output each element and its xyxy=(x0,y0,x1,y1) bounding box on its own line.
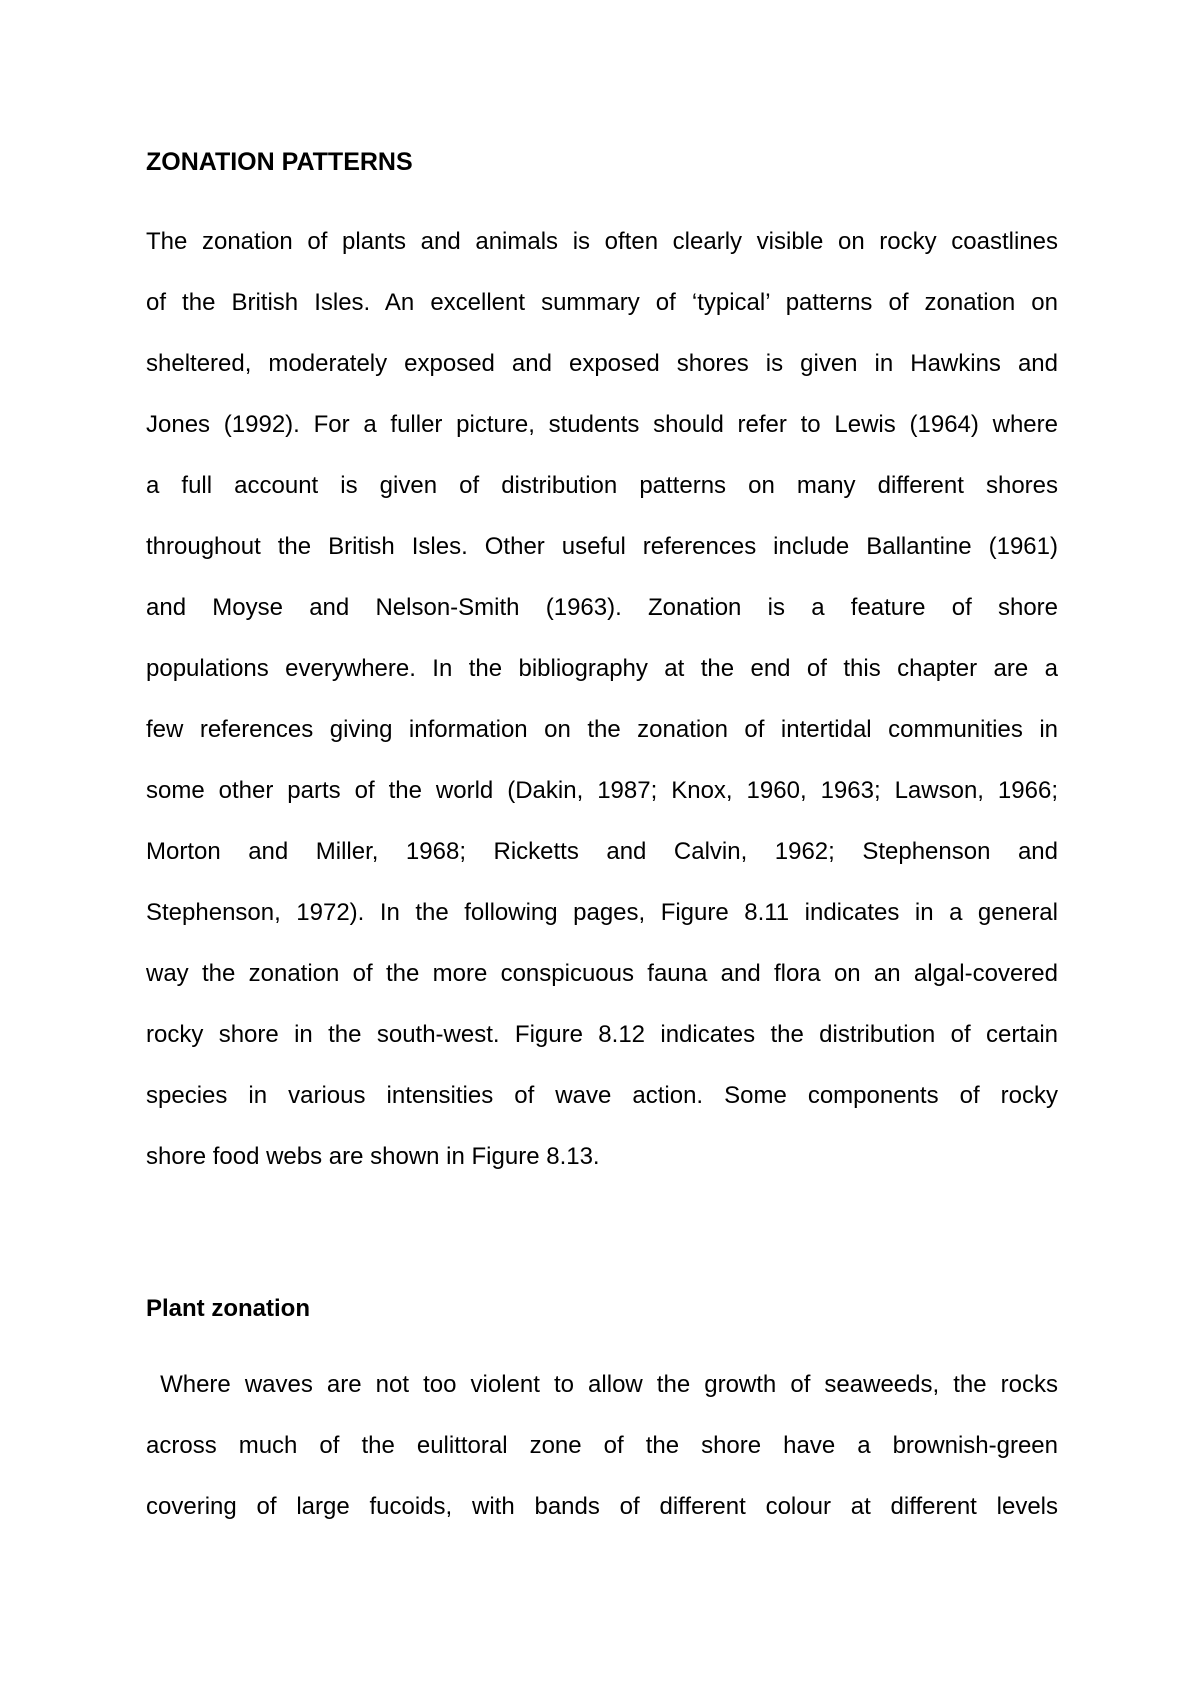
paragraph-line: some other parts of the world (Dakin, 1987; Knox, 1960, 1963; Lawson, 1966; xyxy=(146,777,1058,804)
section-subheading: Plant zonation xyxy=(146,1295,310,1322)
paragraph-line: and Moyse and Nelson-Smith (1963). Zonation is a feature of shore xyxy=(146,594,1058,621)
paragraph-line: across much of the eulittoral zone of the shore have a brownish-green xyxy=(146,1432,1058,1459)
paragraph-line: Stephenson, 1972). In the following pages, Figure 8.11 indicates in a general xyxy=(146,899,1058,926)
paragraph-line: Jones (1992). For a fuller picture, students should refer to Lewis (1964) where xyxy=(146,411,1058,438)
paragraph-line: way the zonation of the more conspicuous fauna and flora on an algal-covered xyxy=(146,960,1058,987)
page-heading: ZONATION PATTERNS xyxy=(146,148,413,176)
paragraph-line: covering of large fucoids, with bands of different colour at different levels xyxy=(146,1493,1058,1520)
paragraph-line: few references giving information on the zonation of intertidal communities in xyxy=(146,716,1058,743)
paragraph-line: populations everywhere. In the bibliography at the end of this chapter are a xyxy=(146,655,1058,682)
paragraph-line: The zonation of plants and animals is often clearly visible on rocky coastlines xyxy=(146,228,1058,255)
paragraph-line: sheltered, moderately exposed and exposed shores is given in Hawkins and xyxy=(146,350,1058,377)
paragraph-line: a full account is given of distribution patterns on many different shores xyxy=(146,472,1058,499)
paragraph-line: of the British Isles. An excellent summary of ‘typical’ patterns of zonation on xyxy=(146,289,1058,316)
paragraph-line: throughout the British Isles. Other useful references include Ballantine (1961) xyxy=(146,533,1058,560)
paragraph-line: Morton and Miller, 1968; Ricketts and Calvin, 1962; Stephenson and xyxy=(146,838,1058,865)
paragraph-line: rocky shore in the south-west. Figure 8.12 indicates the distribution of certain xyxy=(146,1021,1058,1048)
paragraph-line: Where waves are not too violent to allow the growth of seaweeds, the rocks xyxy=(146,1371,1058,1398)
paragraph-line: shore food webs are shown in Figure 8.13. xyxy=(146,1143,600,1170)
paragraph-line: species in various intensities of wave action. Some components of rocky xyxy=(146,1082,1058,1109)
